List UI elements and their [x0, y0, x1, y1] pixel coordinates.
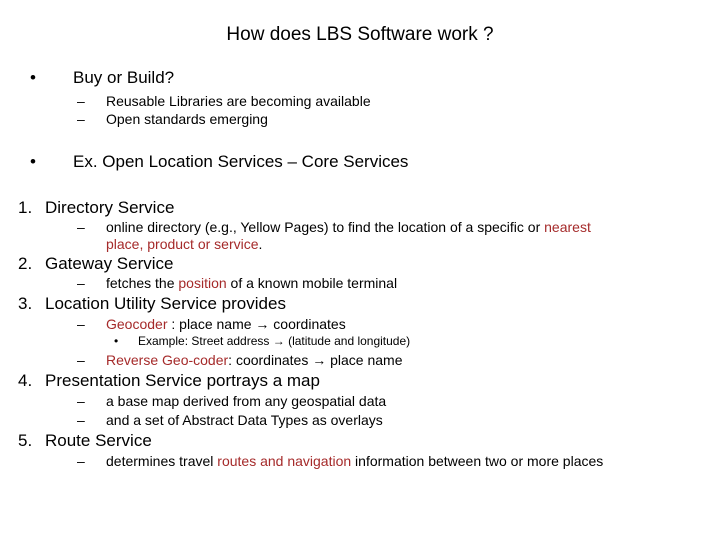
gateway-desc-text: fetches the	[106, 275, 179, 291]
geocoder-line	[106, 316, 346, 332]
reverse-text: : coordinates	[228, 352, 313, 368]
route-desc-highlight: routes and navigation	[217, 453, 352, 469]
service-number: 3.	[18, 294, 33, 313]
sub-dash: –	[77, 453, 85, 469]
service-number: 4.	[18, 371, 33, 390]
sub-dash: –	[77, 316, 85, 332]
gateway-desc-text-2: of a known mobile terminal	[226, 275, 398, 291]
directory-description-line2	[106, 236, 262, 252]
reverse-geocoder-line	[106, 352, 403, 368]
service-name-presentation: Presentation Service portrays a map	[45, 371, 320, 390]
sub-dash: –	[77, 219, 85, 235]
sub-item-reusable-libraries: Reusable Libraries are becoming available	[106, 93, 371, 109]
route-description	[106, 453, 603, 469]
bullet-marker: •	[30, 152, 36, 171]
presentation-overlays: and a set of Abstract Data Types as overlays	[106, 412, 383, 428]
arrow-right-icon: →	[255, 316, 270, 332]
directory-desc-highlight-2: place, product or service	[106, 236, 259, 252]
presentation-base-map: a base map derived from any geospatial data	[106, 393, 387, 409]
geocoder-highlight: Geocoder	[106, 316, 168, 332]
service-number: 2.	[18, 254, 33, 273]
sub-dash: –	[77, 275, 85, 291]
geocoder-example	[138, 334, 410, 348]
bullet-open-location-services: Ex. Open Location Services – Core Services	[73, 152, 409, 171]
directory-description	[106, 219, 591, 235]
sub-dash: –	[77, 412, 85, 428]
service-name-directory: Directory Service	[45, 198, 175, 217]
route-desc-text: determines travel	[106, 453, 218, 469]
gateway-desc-highlight: position	[178, 275, 227, 291]
bullet-buy-or-build: Buy or Build?	[73, 68, 175, 87]
geocoder-text: : place name	[167, 316, 256, 332]
directory-desc-text: online directory (e.g., Yellow Pages) to find the location of a specific or	[106, 219, 545, 235]
reverse-geocoder-highlight: Reverse Geo-coder	[106, 352, 229, 368]
service-name-location-utility: Location Utility Service provides	[45, 294, 286, 313]
directory-desc-highlight: nearest	[544, 219, 591, 235]
example-text-2: (latitude and longitude)	[284, 334, 411, 348]
sub-dash: –	[77, 93, 85, 109]
directory-desc-end: .	[258, 236, 263, 252]
service-name-route: Route Service	[45, 431, 152, 450]
service-number: 1.	[18, 198, 33, 217]
sub-dash: –	[77, 111, 85, 127]
geocoder-text-2: coordinates	[269, 316, 346, 332]
sub-dash: –	[77, 393, 85, 409]
arrow-right-icon: →	[312, 352, 327, 368]
slide-title: How does LBS Software work ?	[226, 24, 494, 45]
sub-item-open-standards: Open standards emerging	[106, 111, 268, 127]
sub-dash: –	[77, 352, 85, 368]
sub-sub-dot: •	[114, 334, 119, 348]
arrow-right-icon: →	[272, 334, 285, 348]
route-desc-text-2: information between two or more places	[351, 453, 604, 469]
reverse-text-2: place name	[326, 352, 403, 368]
service-number: 5.	[18, 431, 33, 450]
bullet-marker: •	[30, 68, 36, 87]
service-name-gateway: Gateway Service	[45, 254, 174, 273]
example-text: Example: Street address	[138, 334, 273, 348]
gateway-description	[106, 275, 397, 291]
